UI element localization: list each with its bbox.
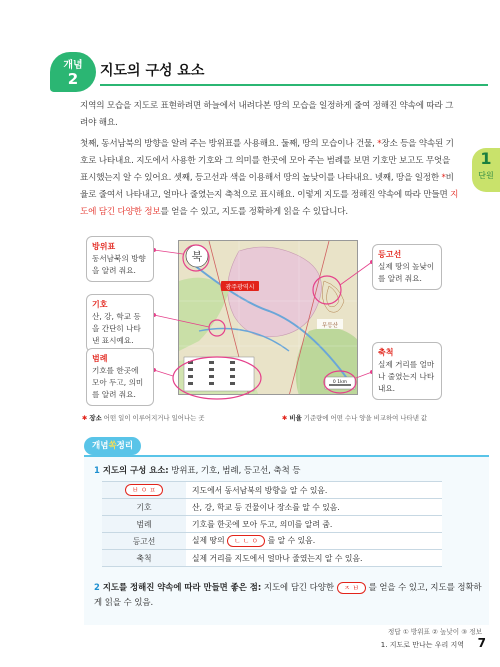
footnote-place-term: 장소 — [89, 414, 102, 422]
map-district-label: 무등산 — [322, 323, 338, 329]
table-cell-key: 축척 — [102, 550, 186, 567]
callout-symbol-title: 기호 — [92, 300, 108, 309]
footnote-place-text: 어떤 일이 이루어지거나 일어나는 곳 — [103, 414, 205, 422]
table-row — [102, 516, 442, 533]
paragraph-main-part-d: 를 얻을 수 있고, 지도를 정확하게 읽을 수 있답니다. — [160, 207, 348, 217]
callout-legend-title: 범례 — [92, 354, 108, 363]
summary-box — [84, 455, 489, 625]
footnote-star: * — [377, 139, 382, 149]
summary-badge-c: 정리 — [116, 441, 134, 451]
callout-legend — [86, 348, 154, 406]
fill-blank-answer-2[interactable]: ㄴ ㄴ ㅇ — [227, 535, 265, 547]
summary-line-2-text-a: 지도에 담긴 다양한 — [261, 582, 334, 592]
callout-symbol-text: 산, 강, 학교 등을 간단히 나타낸 표시예요. — [92, 312, 141, 345]
table-cell: 실제 땅의 ㄴ ㄴ ㅇ 를 알 수 있음. — [186, 533, 442, 550]
table-row — [102, 533, 442, 550]
table-cell-key: 기호 — [102, 499, 186, 516]
fill-blank-answer-1[interactable]: ㅂ ㅇ ㅍ — [125, 484, 163, 496]
concept-badge-label: 개념 — [63, 60, 83, 71]
highlight-text: 지도에 담긴 다양한 정보 — [80, 190, 459, 217]
map-city-label: 광주광역시 — [225, 284, 255, 291]
footnote-ratio-term: 비율 — [289, 414, 302, 422]
footnote-place: ✱ 장소 어떤 일이 이루어지거나 일어나는 곳 — [82, 414, 205, 422]
callout-compass — [86, 236, 154, 282]
summary-badge-b: 쏙 — [108, 441, 117, 451]
summary-line-1 — [94, 464, 300, 476]
callout-contour — [372, 244, 442, 290]
table-cell: 산, 강, 학교 등 건물이나 장소를 알 수 있음. — [186, 499, 442, 516]
table-row — [102, 482, 442, 499]
summary-table — [102, 481, 442, 567]
callout-compass-title: 방위표 — [92, 242, 116, 251]
fill-blank-answer-3[interactable]: ㅈ ㅂ — [337, 582, 366, 594]
page-title: 지도의 구성 요소 — [100, 63, 205, 79]
summary-badge-a: 개념 — [92, 441, 109, 451]
paragraph-main-part-b: 장소 등을 약속된 기호로 나타내요. 지도에서 사용한 기호와 그 의미를 한곳에 모아 주는 범례를 보면 기호만 보고도 무엇을 표시했는지 알 수 있어요. 셋째, 등고선과 색을 이용해서 땅의 높낮이를 나타내요. 넷째, 땅을 일정한 — [80, 139, 454, 183]
paragraph-main-part-a: 첫째, 동서남북의 방향을 알려 주는 방위표를 사용해요. 둘째, 땅의 모습이나 건물, — [80, 139, 378, 149]
summary-badge — [84, 437, 141, 455]
page-number: 7 — [477, 636, 486, 650]
callout-compass-text: 동서남북의 방향을 알려 줘요. — [92, 254, 146, 275]
footnote-star: * — [441, 173, 446, 183]
callout-contour-text: 실제 땅의 높낮이를 알려 줘요. — [378, 262, 435, 283]
table-cell: 지도에서 동서남북의 방향을 알 수 있음. — [186, 482, 442, 499]
chapter-title: 1. 지도로 만나는 우리 지역 — [380, 641, 464, 649]
paragraph-main-part-c: 비율로 줄여서 나타내고, 얼마나 줄였는지 축척으로 표시해요. 이렇게 지도를 정해진 약속에 따라 만들면 — [80, 173, 454, 200]
answer-key: 정답 ① 방위표 ② 높낮이 ③ 정보 — [387, 628, 482, 636]
summary-line-2 — [94, 580, 484, 610]
scale-label: 0 1km — [332, 380, 348, 385]
footnote-ratio: ✱ 비율 기준량에 어떤 수나 양을 비교하여 나타낸 값 — [282, 414, 428, 422]
footnotes — [82, 413, 482, 425]
table-cell-key: 범례 — [102, 516, 186, 533]
callout-symbol — [86, 294, 154, 352]
summary-line-1-number: 1 — [94, 465, 100, 475]
callout-scale-title: 축척 — [378, 348, 394, 357]
callout-scale-text: 실제 거리를 얼마나 줄였는지 나타내요. — [378, 360, 435, 393]
callout-contour-title: 등고선 — [378, 250, 402, 259]
table-cell-key: 등고선 — [102, 533, 186, 550]
footnote-ratio-text: 기준량에 어떤 수나 양을 비교하여 나타낸 값 — [303, 414, 428, 422]
callout-legend-text: 기호를 한곳에 모아 두고, 의미를 알려 줘요. — [92, 366, 144, 399]
paragraph-intro-text: 지역의 모습을 지도로 표현하려면 하늘에서 내려다본 땅의 모습을 일정하게 줄여 정해진 약속에 따라 그려야 해요. — [80, 101, 454, 128]
compass-letter: 북 — [191, 250, 203, 263]
summary-line-2-text-b: 를 얻을 수 있고, 지도를 정확하게 읽을 수 있음. — [94, 582, 482, 607]
summary-line-2-number: 2 — [94, 582, 100, 592]
callout-scale — [372, 342, 442, 400]
table-row — [102, 550, 442, 567]
table-cell: 실제 거리를 지도에서 얼마나 줄였는지 알 수 있음. — [186, 550, 442, 567]
table-cell: 기호를 한곳에 모아 두고, 의미를 알려 줌. — [186, 516, 442, 533]
unit-label: 단원 — [478, 171, 494, 180]
summary-line-1-bold: 지도의 구성 요소: — [102, 465, 169, 475]
concept-badge-number: 2 — [67, 70, 79, 88]
table-row — [102, 499, 442, 516]
unit-number: 1 — [480, 149, 492, 168]
summary-line-2-bold: 지도를 정해진 약속에 따라 만들면 좋은 점: — [102, 582, 262, 592]
summary-line-1-text: 방위표, 기호, 범례, 등고선, 축척 등 — [168, 465, 301, 475]
